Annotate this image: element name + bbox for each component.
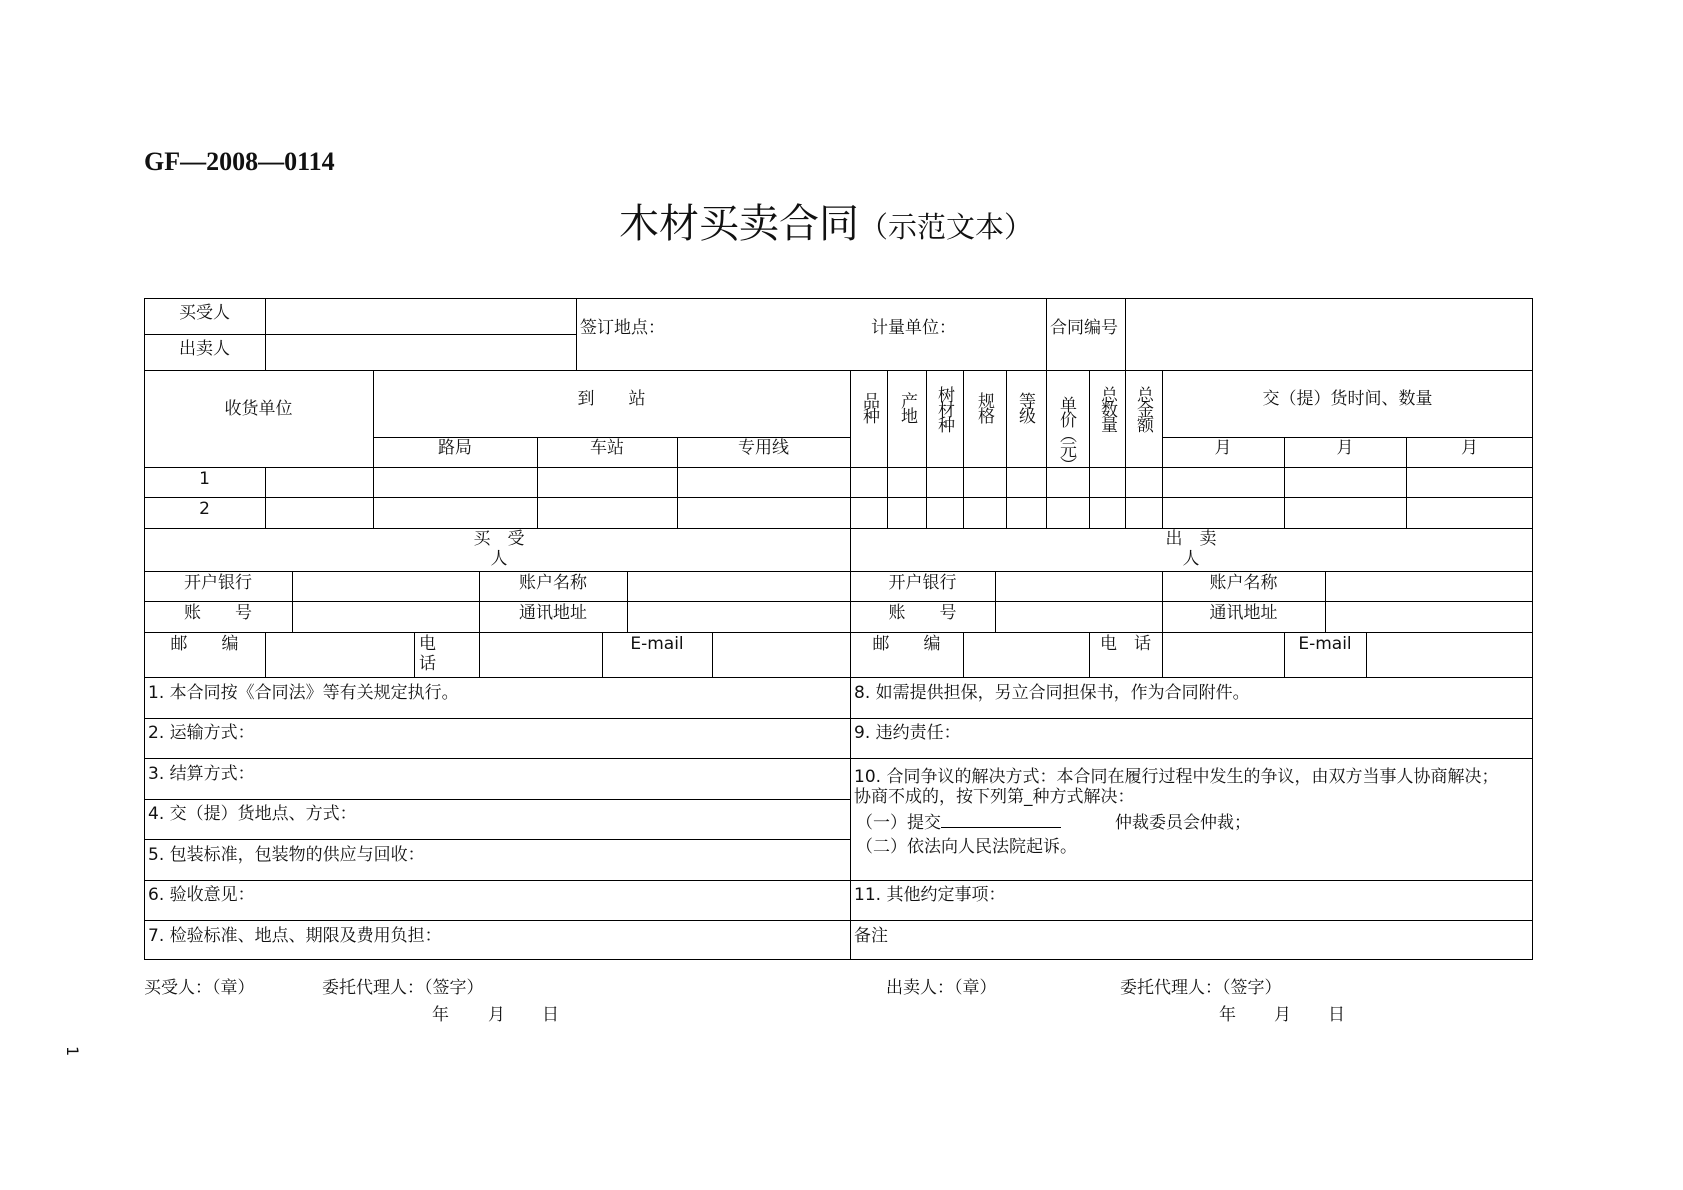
line bbox=[1006, 370, 1007, 528]
clause-10: 10. 合同争议的解决方式：本合同在履行过程中发生的争议，由双方当事人协商解决； 协商不成的，按下列第_种方式解决： bbox=[854, 767, 1499, 807]
col-quantity: 总数量 bbox=[1097, 386, 1117, 431]
line bbox=[576, 298, 577, 370]
seller-label: 出卖人 bbox=[179, 339, 230, 359]
clause-7: 7. 检验标准、地点、期限及费用负担： bbox=[148, 926, 442, 946]
line bbox=[926, 370, 927, 528]
seller-postcode-label: 邮 编 bbox=[872, 634, 941, 654]
line bbox=[144, 839, 850, 840]
buyer-label: 买受人 bbox=[179, 303, 230, 323]
document-code: GF—2008—0114 bbox=[144, 147, 335, 176]
seller-agent-label: 委托代理人：（签字） bbox=[1120, 978, 1282, 998]
seller-date-year: 年 bbox=[1219, 1005, 1236, 1025]
clause-4: 4. 交（提）货地点、方式： bbox=[148, 804, 357, 824]
seller-bank-label: 开户银行 bbox=[888, 573, 957, 593]
clause-1: 1. 本合同按《合同法》等有关规定执行。 bbox=[148, 683, 459, 703]
seller-account-no-label: 账 号 bbox=[888, 603, 957, 623]
col-origin: 产地 bbox=[897, 392, 917, 422]
title-main: 木材买卖合同 bbox=[619, 201, 859, 247]
line bbox=[963, 370, 964, 528]
contract-no-label: 合同编号 bbox=[1050, 318, 1118, 338]
clause-10-option-1-suffix: 仲裁委员会仲裁； bbox=[1115, 813, 1251, 833]
seller-date-month: 月 bbox=[1274, 1005, 1291, 1025]
line bbox=[850, 370, 851, 960]
page-number: 1 bbox=[63, 1046, 82, 1057]
line bbox=[144, 632, 1533, 633]
col-grade: 等级 bbox=[1015, 392, 1035, 422]
siding-label: 专用线 bbox=[738, 438, 789, 458]
month-label-1: 月 bbox=[1214, 438, 1232, 458]
buyer-date-year: 年 bbox=[432, 1005, 449, 1025]
contract-no-field[interactable] bbox=[1126, 299, 1532, 369]
seller-account-name-label: 账户名称 bbox=[1209, 573, 1278, 593]
line bbox=[1046, 298, 1047, 370]
clause-5: 5. 包装标准，包装物的供应与回收： bbox=[148, 845, 425, 865]
unit-label: 计量单位： bbox=[871, 318, 956, 338]
line bbox=[292, 571, 293, 632]
line bbox=[1046, 370, 1047, 528]
buyer-section-title: 买 受 人 bbox=[473, 529, 542, 569]
arrival-station-label: 到 站 bbox=[577, 389, 646, 409]
buyer-phone-label: 电话 bbox=[419, 634, 436, 674]
buyer-email-label: E-mail bbox=[630, 634, 684, 654]
line bbox=[963, 632, 964, 677]
buyer-postcode-label: 邮 编 bbox=[170, 634, 239, 654]
sign-place-label: 签订地点： bbox=[580, 318, 665, 338]
station-label: 车站 bbox=[590, 438, 624, 458]
clause-2: 2. 运输方式： bbox=[148, 723, 255, 743]
line bbox=[144, 497, 1533, 498]
buyer-name-field[interactable] bbox=[266, 299, 575, 333]
seller-email-label: E-mail bbox=[1298, 634, 1352, 654]
line bbox=[265, 632, 266, 677]
line bbox=[414, 632, 415, 677]
line bbox=[1162, 632, 1163, 677]
month-label-3: 月 bbox=[1461, 438, 1478, 458]
seller-phone-label: 电 话 bbox=[1100, 634, 1151, 654]
railway-bureau-label: 路局 bbox=[438, 438, 472, 458]
row-number-2: 2 bbox=[199, 499, 210, 519]
seller-name-field[interactable] bbox=[266, 335, 575, 369]
line bbox=[1125, 370, 1126, 528]
col-amount: 总金额 bbox=[1133, 386, 1153, 431]
line bbox=[1089, 370, 1090, 528]
buyer-agent-label: 委托代理人：（签字） bbox=[322, 978, 484, 998]
line bbox=[887, 370, 888, 528]
line bbox=[479, 632, 480, 677]
delivery-label: 交（提）货时间、数量 bbox=[1262, 389, 1433, 409]
seller-address-label: 通讯地址 bbox=[1209, 603, 1278, 623]
col-species: 树材种 bbox=[934, 386, 954, 431]
line bbox=[144, 920, 1533, 921]
receiver-label: 收货单位 bbox=[224, 399, 293, 419]
line bbox=[144, 467, 1533, 468]
col-spec: 规格 bbox=[974, 392, 994, 422]
line bbox=[144, 880, 1533, 881]
month-label-2: 月 bbox=[1336, 438, 1354, 458]
line bbox=[995, 571, 996, 632]
col-price: 单价（元） bbox=[1056, 396, 1076, 471]
buyer-account-name-label: 账户名称 bbox=[519, 573, 587, 593]
line bbox=[144, 528, 1533, 529]
document-title bbox=[619, 192, 1033, 249]
line bbox=[1366, 632, 1367, 677]
buyer-account-no-label: 账 号 bbox=[184, 603, 252, 623]
row-number-1: 1 bbox=[199, 469, 210, 489]
clause-6: 6. 验收意见： bbox=[148, 885, 255, 905]
seller-seal-label: 出卖人：（章） bbox=[886, 978, 997, 998]
arbitration-blank[interactable] bbox=[941, 811, 1061, 828]
col-variety: 品种 bbox=[859, 392, 879, 422]
line bbox=[712, 632, 713, 677]
line bbox=[144, 799, 850, 800]
buyer-address-label: 通讯地址 bbox=[519, 603, 587, 623]
line bbox=[144, 718, 1533, 719]
buyer-seal-label: 买受人：（章） bbox=[144, 978, 255, 998]
clause-8: 8. 如需提供担保，另立合同担保书，作为合同附件。 bbox=[854, 683, 1250, 703]
clause-9: 9. 违约责任： bbox=[854, 723, 961, 743]
clause-10-option-1-prefix: （一）提交 bbox=[856, 813, 941, 833]
clause-10-option-1 bbox=[856, 811, 1251, 833]
buyer-date-month: 月 bbox=[488, 1005, 505, 1025]
buyer-bank-label: 开户银行 bbox=[184, 573, 252, 593]
line bbox=[1325, 571, 1326, 632]
line bbox=[627, 571, 628, 632]
remark-label: 备注 bbox=[854, 926, 888, 946]
clause-11: 11. 其他约定事项： bbox=[854, 885, 1006, 905]
line bbox=[144, 370, 1533, 371]
clause-3: 3. 结算方式： bbox=[148, 764, 255, 784]
line bbox=[144, 677, 1533, 678]
line bbox=[144, 758, 1533, 759]
clause-10-option-2: （二）依法向人民法院起诉。 bbox=[856, 837, 1077, 857]
title-subtitle: （示范文本） bbox=[859, 210, 1034, 244]
seller-date-day: 日 bbox=[1328, 1005, 1345, 1025]
seller-section-title: 出 卖 人 bbox=[1165, 529, 1234, 569]
buyer-date-day: 日 bbox=[542, 1005, 559, 1025]
